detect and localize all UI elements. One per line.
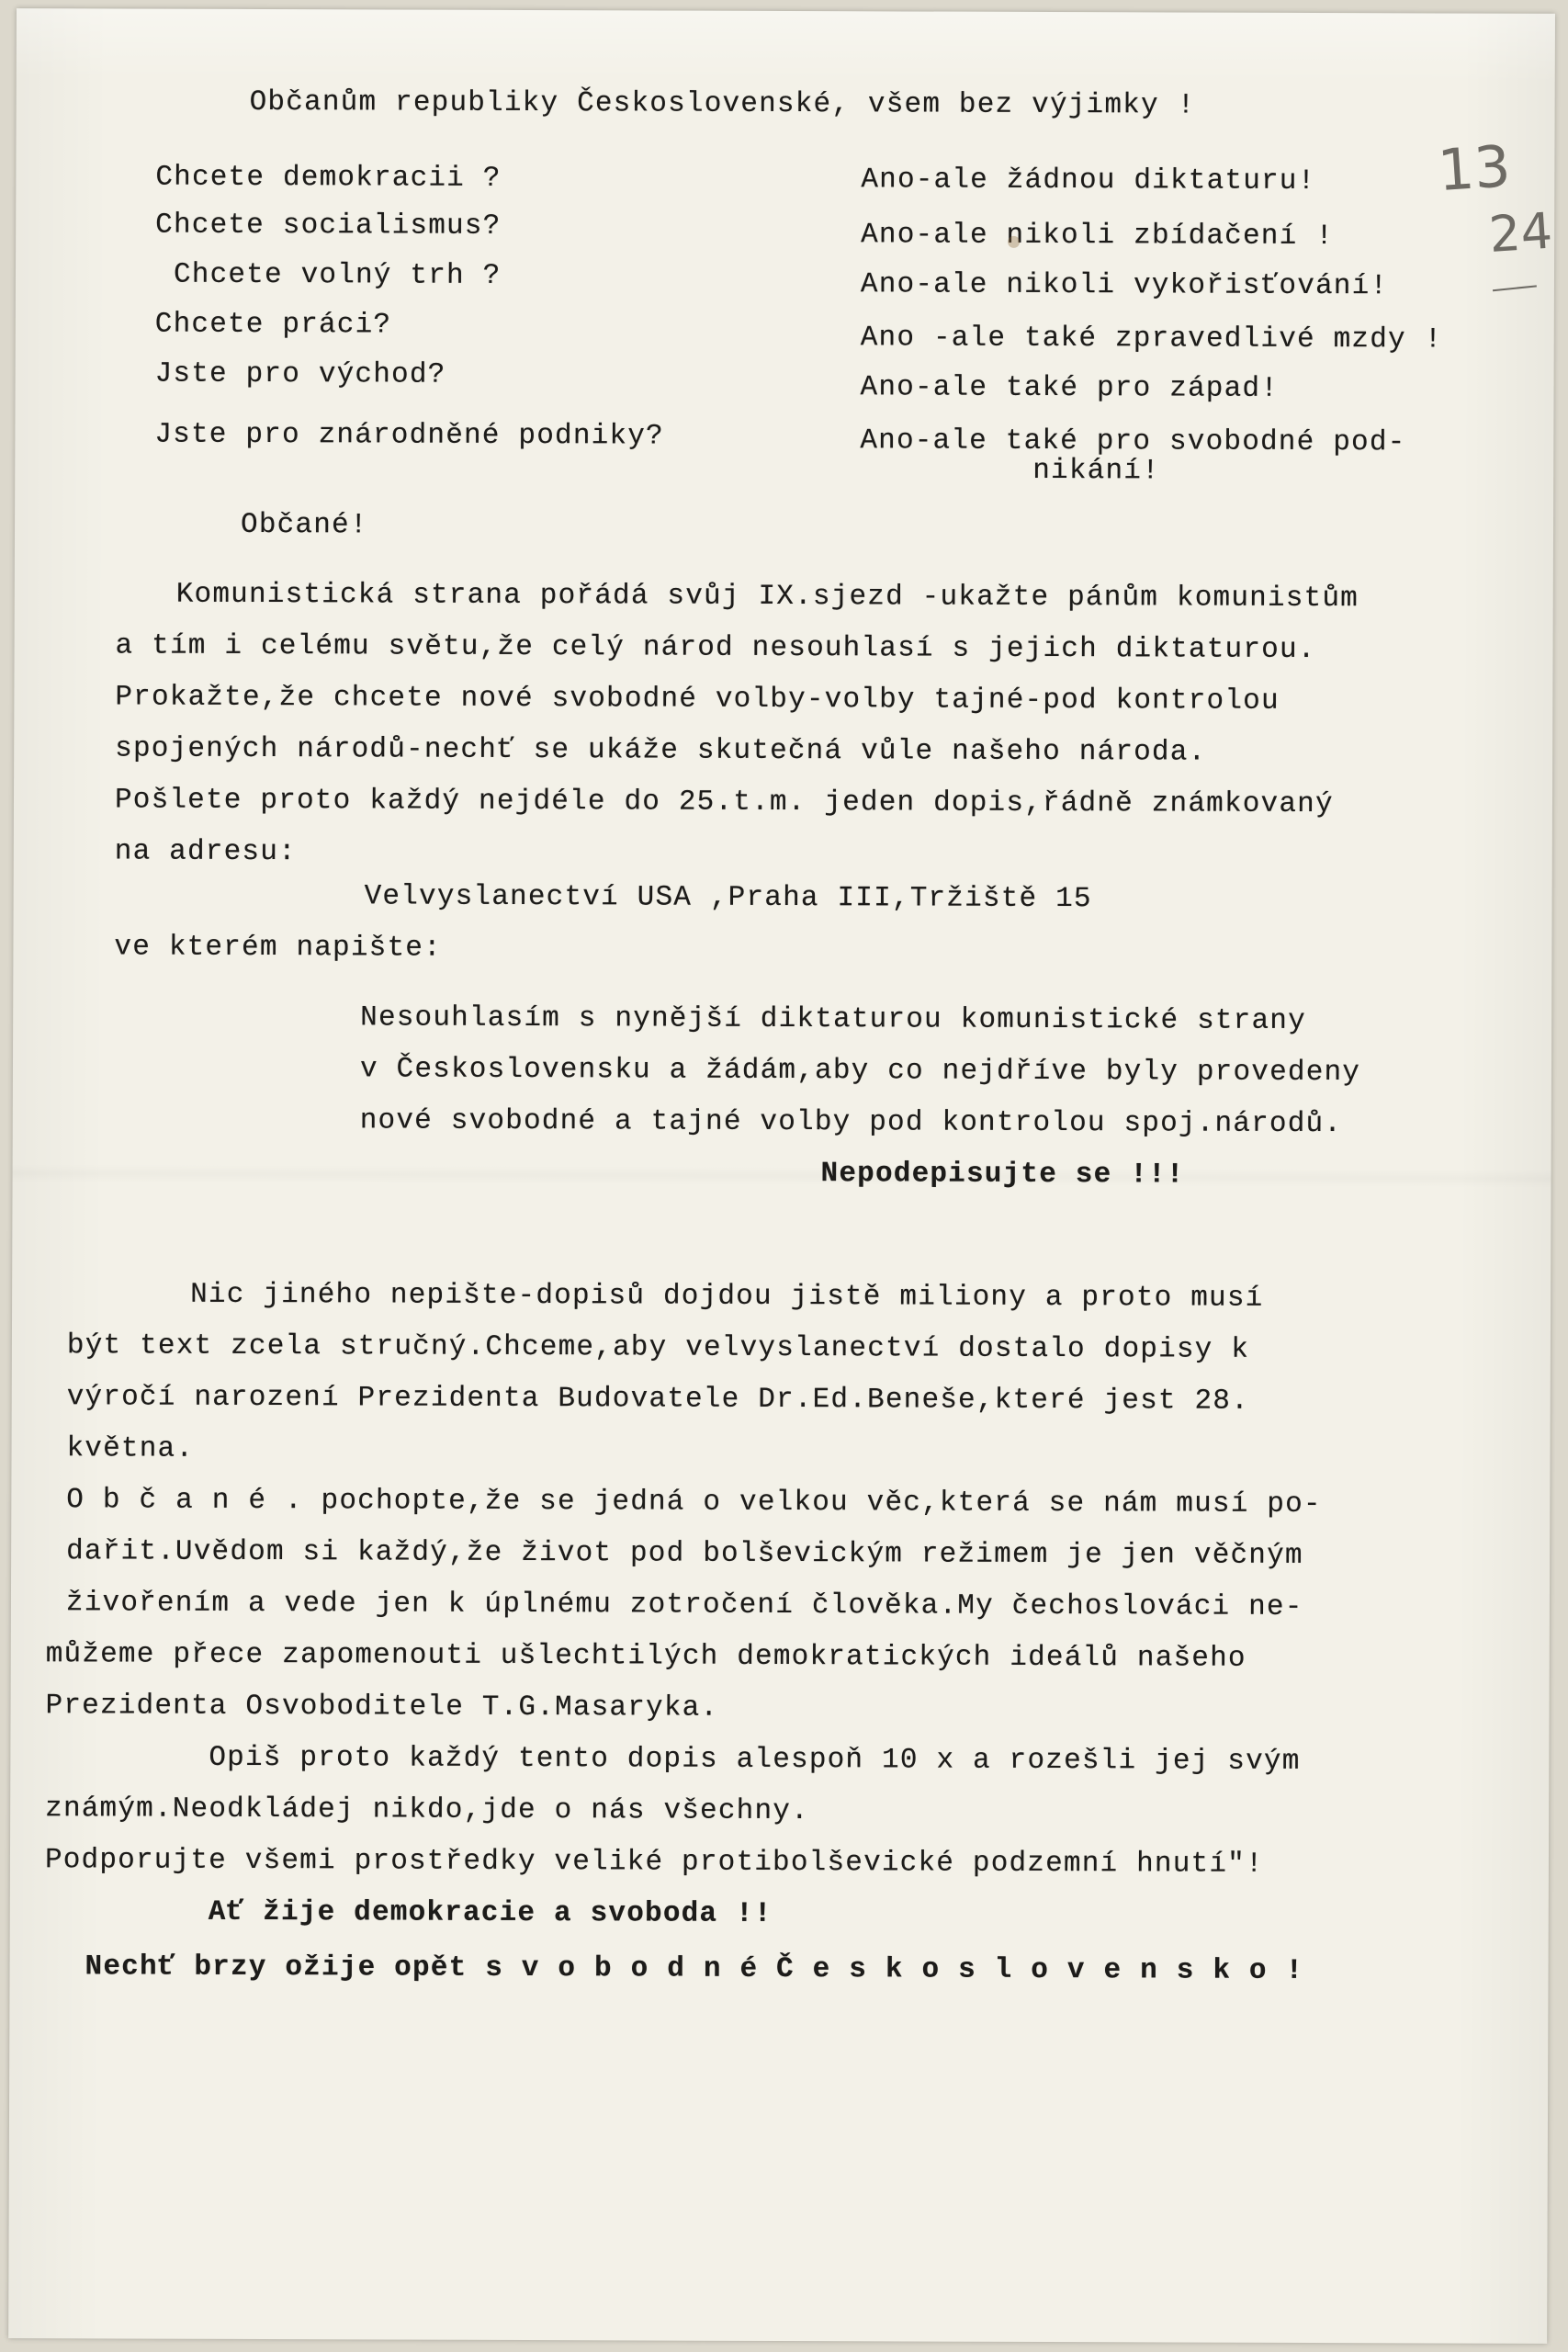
salutation: Občané! [240,508,368,542]
answer-3: Ano-ale nikoli vykořisťování! [860,268,1389,303]
paragraph-1-line-4: spojených národů-nechť se ukáže skutečná vůle našeho národa. [115,732,1207,769]
question-3: Chcete volný trh ? [173,258,502,292]
paper-stain [1008,236,1020,248]
long-live-line: Ať žije demokracie a svoboda !! [208,1895,773,1930]
no-sign-notice: Nepodepisujte se !!! [820,1158,1185,1192]
question-1: Chcete demokracii ? [155,161,502,195]
closing-line: Nechť brzy ožije opět s v o b o d n é Č e s k o s l o v e n s k o ! [85,1951,1304,1987]
question-6: Jste pro znárodněné podniky? [154,418,664,453]
paragraph-1-line-6: na adresu: [114,835,297,869]
support-line: Podporujte všemi prostředky veliké protibolševické podzemní hnutí"! [44,1844,1264,1881]
paragraph-1-line-1: Komunistická strana pořádá svůj IX.sjezd -ukažte pánům komunistům [175,578,1359,616]
paragraph-4-line-1: Opiš proto každý tento dopis alespoň 10 x a rozešli jej svým [209,1741,1301,1778]
paragraph-3-line-5: Prezidenta Osvoboditele T.G.Masaryka. [45,1690,719,1724]
paragraph-1-line-5: Pošlete proto každý nejdéle do 25.t.m. jeden dopis,řádně známkovaný [114,784,1334,821]
letter-text-line-2: v Československu a žádám,aby co nejdříve byly provedeny [359,1053,1361,1090]
paragraph-2-line-4: května. [66,1432,195,1465]
paragraph-3-line-1: O b č a n é . pochopte,že se jedná o velkou věc,která se nám musí po- [66,1484,1322,1521]
handwritten-number-top: 13 [1436,132,1513,205]
answer-6-continuation: nikání! [1032,454,1160,488]
paragraph-4-line-2: známým.Neodkládej nikdo,jde o nás všechny. [45,1792,809,1828]
answer-1: Ano-ale žádnou diktaturu! [861,164,1316,198]
letter-text-line-3: nové svobodné a tajné volby pod kontrolou spoj.národů. [359,1104,1343,1141]
paragraph-2-line-3: výročí narození Prezidenta Budovatele Dr.Ed.Beneše,které jest 28. [66,1381,1249,1418]
question-4: Chcete práci? [154,308,392,342]
handwritten-dash-mark [1493,285,1537,291]
answer-5: Ano-ale také pro západ! [860,371,1280,405]
answer-6: Ano-ale také pro svobodné pod- [860,424,1406,459]
document-title: Občanům republiky Československé, všem bez výjimky ! [249,85,1196,122]
paragraph-3-line-3: živořením a vede jen k úplnému zotročení člověka.My čechoslováci ne- [65,1587,1303,1623]
paragraph-1-line-3: Prokažte,že chcete nové svobodné volby-volby tajné-pod kontrolou [115,681,1280,718]
paragraph-3-line-4: můžeme přece zapomenouti ušlechtilých demokratických ideálů našeho [45,1638,1247,1675]
embassy-address: Velvyslanectví USA ,Praha III,Tržiště 15 [364,880,1092,916]
document-sheet [8,8,1555,2344]
paragraph-1-line-2: a tím i celému světu,že celý národ nesouhlasí s jejich diktaturou. [115,629,1316,667]
letter-text-line-1: Nesouhlasím s nynější diktaturou komunistické strany [360,1001,1306,1037]
question-5: Jste pro východ? [154,357,446,391]
answer-4: Ano -ale také zpravedlivé mzdy ! [860,322,1443,356]
question-2: Chcete socialismus? [155,209,502,243]
paragraph-2-line-1: Nic jiného nepište-dopisů dojdou jistě miliony a proto musí [190,1278,1264,1315]
answer-2: Ano-ale nikoli zbídačení ! [861,219,1335,254]
paragraph-2-line-2: být text zcela stručný.Chceme,aby velvyslanectví dostalo dopisy k [66,1329,1250,1366]
paragraph-3-line-2: dařit.Uvědom si každý,že život pod bolševickým režimem je jen věčným [66,1535,1303,1572]
handwritten-number-bottom: 24 [1487,201,1554,265]
in-which-write: ve kterém napište: [114,931,442,965]
